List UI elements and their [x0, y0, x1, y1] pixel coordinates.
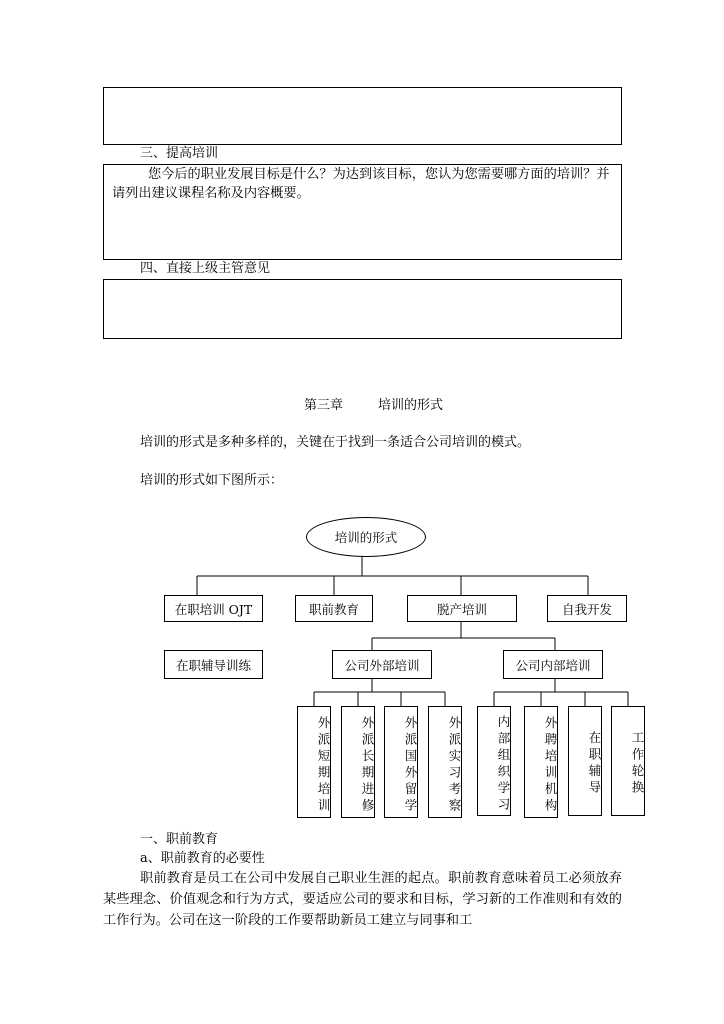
- section3-heading: 三、提高培训: [140, 146, 219, 161]
- diagram-node-internal: [503, 650, 603, 679]
- chapter-intro: 培训的形式是多种多样的，关键在于找到一条适合公司培训的模式。: [140, 435, 531, 450]
- diagram-leaf-external-short: 外派短期培训: [297, 706, 331, 818]
- chapter-number: 第三章: [304, 398, 344, 413]
- diagram-root-node: [306, 517, 426, 557]
- diagram-node-pre-job: [295, 595, 373, 622]
- section1-heading: 一、职前教育: [140, 832, 219, 847]
- diagram-leaf-internal-rotation: 工作轮换: [611, 706, 645, 816]
- diagram-node-label: 职前教育: [308, 601, 359, 617]
- diagram-leaf-external-intern: 外派实习考察: [428, 706, 462, 818]
- diagram-leaf-external-abroad: 外派国外留学: [384, 706, 418, 818]
- diagram-intro: 培训的形式如下图所示：: [140, 473, 284, 488]
- diagram-node-label: 脱产培训: [436, 601, 487, 617]
- section1-subheading: a、职前教育的必要性: [140, 851, 265, 866]
- diagram-node-external: [332, 650, 432, 679]
- diagram-node-ojt: [164, 595, 263, 622]
- diagram-node-label: 在职培训 OJT: [174, 601, 253, 617]
- section1-body: 职前教育是员工在公司中发展自己职业生涯的起点。职前教育意味着员工必须放弃某些理念、价值观念和行为方式，要适应公司的要求和目标，学习新的工作准则和有效的工作行为。公司在这一阶段的工作要帮助新员工建立与同事和工: [103, 871, 622, 928]
- diagram-leaf-internal-hired: 外聘培训机构: [524, 706, 558, 818]
- diagram-leaf-internal-study: 内部组织学习: [477, 706, 511, 816]
- diagram-node-ojt-coaching: [164, 650, 263, 679]
- diagram-node-self-dev: [547, 595, 627, 622]
- diagram-leaf-internal-coach: 在职辅导: [568, 706, 602, 816]
- diagram-node-label: 公司外部培训: [344, 657, 420, 673]
- diagram-node-off-job: [407, 595, 517, 622]
- diagram-root-label: 培训的形式: [334, 530, 398, 545]
- section4-heading: 四、直接上级主管意见: [140, 261, 271, 276]
- diagram-node-label: 在职辅导训练: [175, 657, 251, 673]
- diagram-leaf-external-long: 外派长期进修: [341, 706, 375, 818]
- diagram-node-label: 公司内部培训: [515, 657, 591, 673]
- chapter-title: 培训的形式: [378, 398, 444, 413]
- diagram-node-label: 自我开发: [561, 601, 612, 617]
- section3-question: 您今后的职业发展目标是什么？为达到该目标，您认为您需要哪方面的培训？并请列出建议课程名称及内容概要。: [112, 167, 610, 201]
